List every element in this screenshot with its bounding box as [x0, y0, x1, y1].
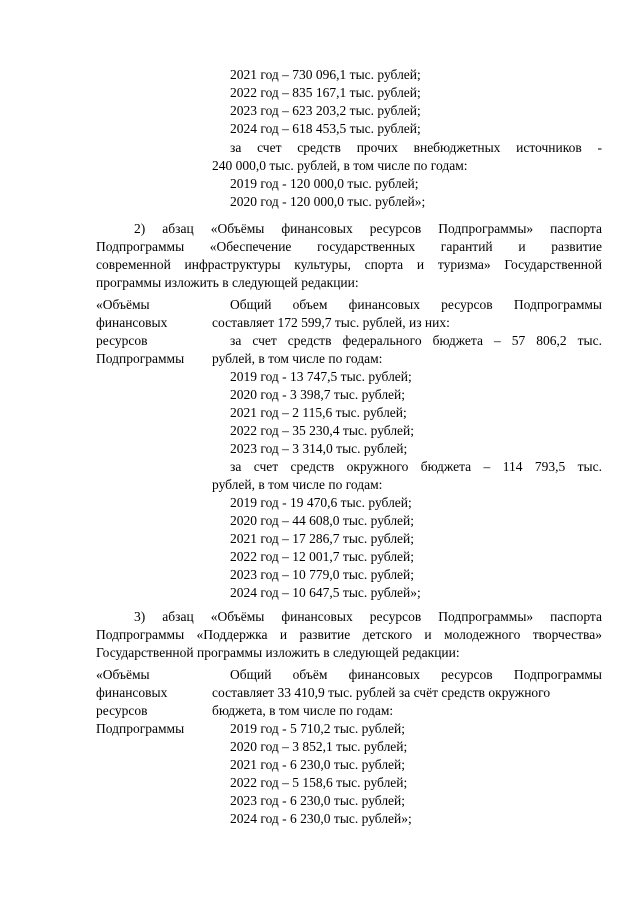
year-line: 2021 год - 6 230,0 тыс. рублей; [230, 757, 406, 772]
okrug-line: рублей, в том числе по годам: [212, 477, 383, 492]
label-line: финансовых [96, 685, 168, 700]
year-line: 2023 год – 10 779,0 тыс. рублей; [230, 567, 415, 582]
year-line: 2021 год – 17 286,7 тыс. рублей; [230, 531, 415, 546]
label-line: Подпрограммы [96, 351, 185, 366]
total-line: бюджета, в том числе по годам: [212, 703, 394, 718]
total-line: составляет 33 410,9 тыс. рублей за счёт средств окружного [212, 685, 551, 700]
section-intro-line: программы изложить в следующей редакции: [96, 275, 359, 290]
label-line: Подпрограммы [96, 721, 185, 736]
year-line: 2022 год – 12 001,7 тыс. рублей; [230, 549, 415, 564]
year-line: 2022 год – 5 158,6 тыс. рублей; [230, 775, 408, 790]
section-intro-line: Государственной программы изложить в следующей редакции: [96, 645, 460, 660]
year-line: 2024 год – 10 647,5 тыс. рублей»; [230, 585, 421, 600]
year-line: 2020 год - 3 398,7 тыс. рублей; [230, 387, 406, 402]
section-intro-line: Подпрограммы «Обеспечение государственных гарантий и развитие [96, 239, 602, 254]
label-line: финансовых [96, 315, 168, 330]
year-line: 2023 год - 6 230,0 тыс. рублей; [230, 793, 406, 808]
federal-line: за счет средств федерального бюджета – 57 806,2 тыс. [230, 333, 602, 348]
year-line: 2022 год – 35 230,4 тыс. рублей; [230, 423, 415, 438]
year-line: 2024 год – 618 453,5 тыс. рублей; [230, 121, 421, 136]
year-line: 2020 год – 44 608,0 тыс. рублей; [230, 513, 415, 528]
section-intro-line: 2) абзац «Объёмы финансовых ресурсов Подпрограммы» паспорта [134, 221, 602, 236]
year-line: 2019 год - 13 747,5 тыс. рублей; [230, 369, 412, 384]
section-intro-line: 3) абзац «Объёмы финансовых ресурсов Подпрограммы» паспорта [134, 609, 602, 624]
year-line: 2019 год - 5 710,2 тыс. рублей; [230, 721, 406, 736]
label-line: «Объёмы [96, 667, 150, 682]
other-sources-line: 240 000,0 тыс. рублей, в том числе по годам: [212, 158, 468, 173]
other-sources-line: за счет средств прочих внебюджетных источников - [230, 140, 602, 155]
label-line: ресурсов [96, 333, 148, 348]
section-intro-line: современной инфраструктуры культуры, спорта и туризма» Государственной [96, 257, 602, 272]
federal-line: рублей, в том числе по годам: [212, 351, 383, 366]
year-line: 2023 год – 3 314,0 тыс. рублей; [230, 441, 408, 456]
year-line: 2021 год – 2 115,6 тыс. рублей; [230, 405, 407, 420]
okrug-line: за счет средств окружного бюджета – 114 793,5 тыс. [230, 459, 602, 474]
year-line: 2023 год – 623 203,2 тыс. рублей; [230, 103, 421, 118]
total-line: Общий объем финансовых ресурсов Подпрограммы [230, 297, 602, 312]
label-line: ресурсов [96, 703, 148, 718]
total-line: Общий объём финансовых ресурсов Подпрограммы [230, 667, 602, 682]
year-line: 2020 год – 3 852,1 тыс. рублей; [230, 739, 408, 754]
year-line: 2019 год - 120 000,0 тыс. рублей; [230, 176, 419, 191]
total-line: составляет 172 599,7 тыс. рублей, из них: [212, 315, 450, 330]
year-line: 2019 год - 19 470,6 тыс. рублей; [230, 495, 412, 510]
label-line: «Объёмы [96, 297, 150, 312]
year-line: 2022 год – 835 167,1 тыс. рублей; [230, 85, 421, 100]
section-intro-line: Подпрограммы «Поддержка и развитие детского и молодежного творчества» [96, 627, 602, 642]
year-line: 2024 год - 6 230,0 тыс. рублей»; [230, 811, 412, 826]
year-line: 2020 год - 120 000,0 тыс. рублей»; [230, 194, 426, 209]
year-line: 2021 год – 730 096,1 тыс. рублей; [230, 67, 421, 82]
